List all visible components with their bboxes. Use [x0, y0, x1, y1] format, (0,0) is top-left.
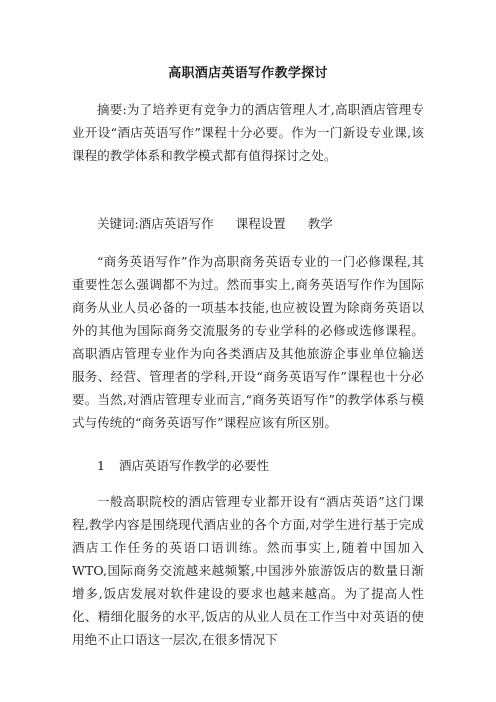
keyword-item: 酒店英语写作 — [138, 216, 214, 231]
section-number: 1 — [97, 458, 105, 473]
keyword-item: 教学 — [307, 216, 333, 231]
section-heading-text: 酒店英语写作教学的必要性 — [119, 458, 270, 473]
section-heading — [72, 456, 424, 476]
abstract-paragraph: 摘要:为了培养更有竞争力的酒店管理人才,高职酒店管理专业开设“酒店英语写作”课程十分必要。作为一门新设专业课,该课程的教学体系和教学模式都有值得探讨之处。 — [72, 102, 424, 163]
keyword-item: 课程设置 — [235, 216, 286, 231]
body-paragraph: 一般高职院校的酒店管理专业都开设有“酒店英语”这门课程,教学内容是围绕现代酒店业的各个方面,对学生进行基于完成酒店工作任务的英语口语训练。然而事实上,随着中国加入WTO,国际商务交流越来越频繁,中国涉外旅游饭店的数量日渐增多,饭店发展对软件建设的要求也越来越高。为了提高人性化、精细化服务的水平,饭店的从业人员在工作当中对英语的使用绝不止口语这一层次,在很多情况下 — [72, 494, 424, 647]
body-paragraph: “商务英语写作”作为高职商务英语专业的一门必修课程,其重要性怎么强调都不为过。然而事实上,商务英语写作作为国际商务从业人员必备的一项基本技能,也应被设置为除商务英语以外的其他为国际商务交流服务的专业学科的必修或选修课程。高职酒店管理专业作为向各类酒店及其他旅游企事业单位输送服务、经营、管理者的学科,开设“商务英语写作”课程也十分必要。当然,对酒店管理专业而言,“商务英语写作”的教学体系与模式与传统的“商务英语写作”课程应该有所区别。 — [72, 254, 424, 430]
keywords-label: 关键词: — [97, 216, 139, 231]
document-title: 高职酒店英语写作教学探讨 — [168, 66, 328, 81]
keywords-line — [72, 214, 424, 234]
